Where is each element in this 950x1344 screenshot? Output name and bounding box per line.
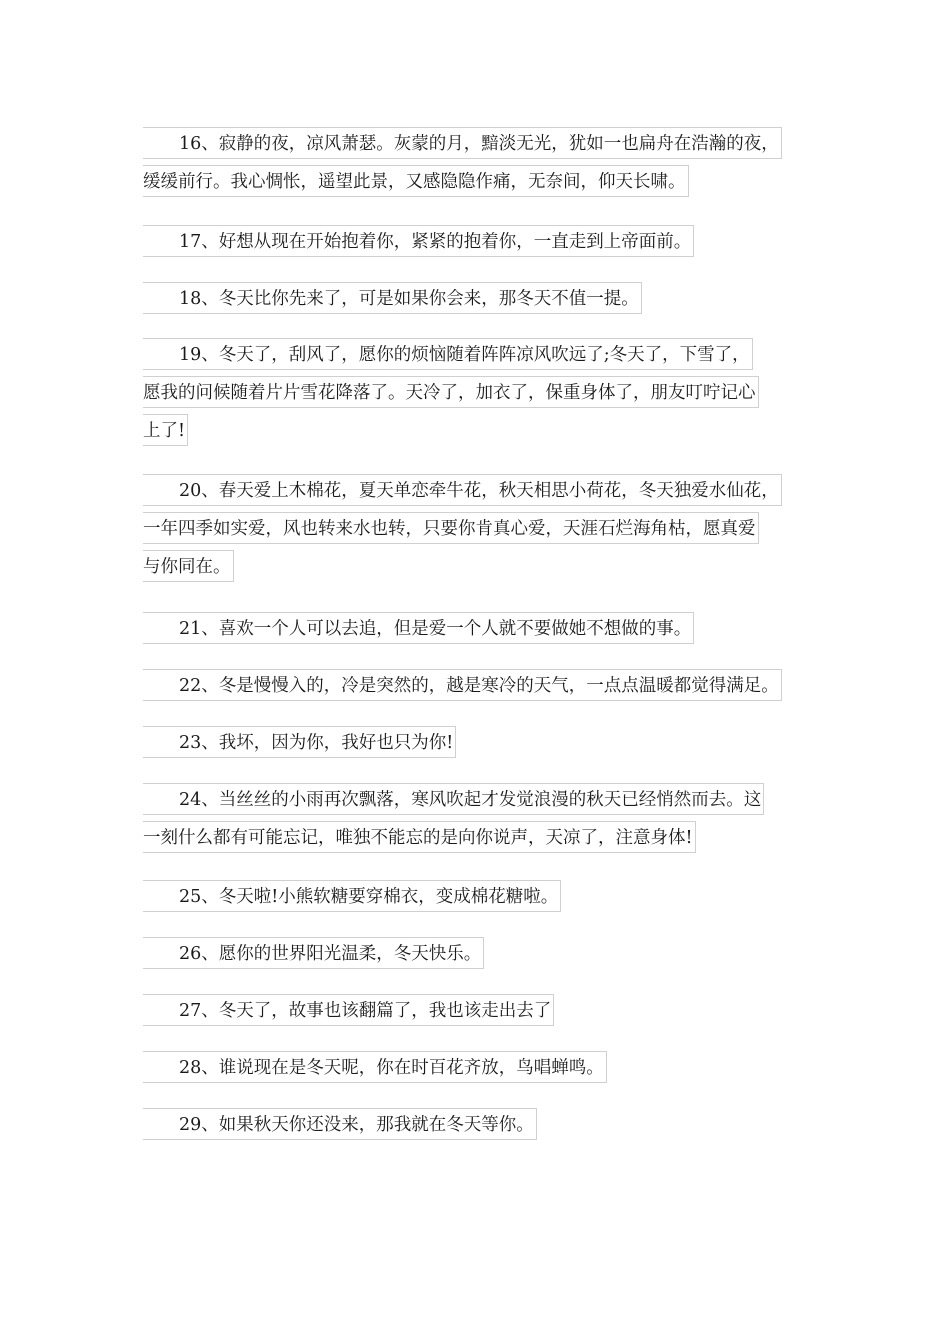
line-text: 25、冬天啦!小熊软糖要穿棉衣，变成棉花糖啦。 bbox=[179, 887, 559, 907]
paragraph-18 bbox=[143, 282, 642, 320]
text-line bbox=[143, 282, 642, 320]
line-text: 一刻什么都有可能忘记，唯独不能忘的是向你说声，天凉了，注意身体! bbox=[143, 821, 696, 853]
text-line bbox=[143, 512, 782, 550]
text-line bbox=[143, 414, 759, 452]
text-line bbox=[143, 994, 554, 1032]
paragraph-24 bbox=[143, 783, 764, 859]
line-text: 17、好想从现在开始抱着你，紧紧的抱着你，一直走到上帝面前。 bbox=[179, 232, 692, 252]
line-text: 28、谁说现在是冬天呢，你在时百花齐放，鸟唱蝉鸣。 bbox=[179, 1058, 604, 1078]
text-line bbox=[143, 612, 694, 650]
text-line bbox=[143, 783, 764, 821]
text-line bbox=[143, 726, 456, 764]
line-text: 愿我的问候随着片片雪花降落了。天冷了，加衣了，保重身体了，朋友叮咛记心 bbox=[143, 376, 759, 408]
text-line bbox=[143, 376, 759, 414]
line-text: 上了! bbox=[143, 414, 188, 446]
line-text: 18、冬天比你先来了，可是如果你会来，那冬天不值一提。 bbox=[179, 289, 639, 309]
line-text: 26、愿你的世界阳光温柔，冬天快乐。 bbox=[179, 944, 482, 964]
paragraph-25 bbox=[143, 880, 561, 918]
paragraph-22 bbox=[143, 669, 782, 707]
paragraph-27 bbox=[143, 994, 554, 1032]
paragraph-20 bbox=[143, 474, 782, 588]
text-line bbox=[143, 1108, 537, 1146]
text-line bbox=[143, 1051, 607, 1089]
text-line bbox=[143, 821, 764, 859]
paragraph-23 bbox=[143, 726, 456, 764]
line-text: 16、寂静的夜，凉风萧瑟。灰蒙的月，黯淡无光，犹如一也扁舟在浩瀚的夜， bbox=[179, 134, 779, 154]
line-text: 20、春天爱上木棉花，夏天单恋牵牛花，秋天相思小荷花，冬天独爱水仙花， bbox=[179, 481, 779, 501]
line-text: 29、如果秋天你还没来，那我就在冬天等你。 bbox=[179, 1115, 534, 1135]
line-text: 缓缓前行。我心惆怅，遥望此景，又感隐隐作痛，无奈间，仰天长啸。 bbox=[143, 165, 689, 197]
paragraph-28 bbox=[143, 1051, 607, 1089]
line-text: 24、当丝丝的小雨再次飘落，寒风吹起才发觉浪漫的秋天已经悄然而去。这 bbox=[179, 790, 762, 810]
text-line bbox=[143, 165, 782, 203]
text-line bbox=[143, 550, 782, 588]
line-text: 23、我坏，因为你，我好也只为你! bbox=[179, 733, 454, 753]
paragraph-29 bbox=[143, 1108, 537, 1146]
text-line bbox=[143, 880, 561, 918]
line-text: 27、冬天了，故事也该翻篇了，我也该走出去了 bbox=[179, 1001, 552, 1021]
text-line bbox=[143, 937, 484, 975]
paragraph-19 bbox=[143, 338, 759, 452]
line-text: 21、喜欢一个人可以去追，但是爱一个人就不要做她不想做的事。 bbox=[179, 619, 692, 639]
paragraph-17 bbox=[143, 225, 694, 263]
line-text: 19、冬天了，刮风了，愿你的烦恼随着阵阵凉风吹远了;冬天了，下雪了， bbox=[179, 345, 750, 365]
line-text: 22、冬是慢慢入的，冷是突然的，越是寒冷的天气，一点点温暖都觉得满足。 bbox=[179, 676, 779, 696]
text-line bbox=[143, 225, 694, 263]
paragraph-16 bbox=[143, 127, 782, 203]
line-text: 一年四季如实爱，风也转来水也转，只要你肯真心爱，天涯石烂海角枯，愿真爱 bbox=[143, 512, 759, 544]
text-line bbox=[143, 127, 782, 165]
paragraph-21 bbox=[143, 612, 694, 650]
text-line bbox=[143, 338, 759, 376]
text-line bbox=[143, 474, 782, 512]
line-text: 与你同在。 bbox=[143, 550, 234, 582]
paragraph-26 bbox=[143, 937, 484, 975]
text-line bbox=[143, 669, 782, 707]
